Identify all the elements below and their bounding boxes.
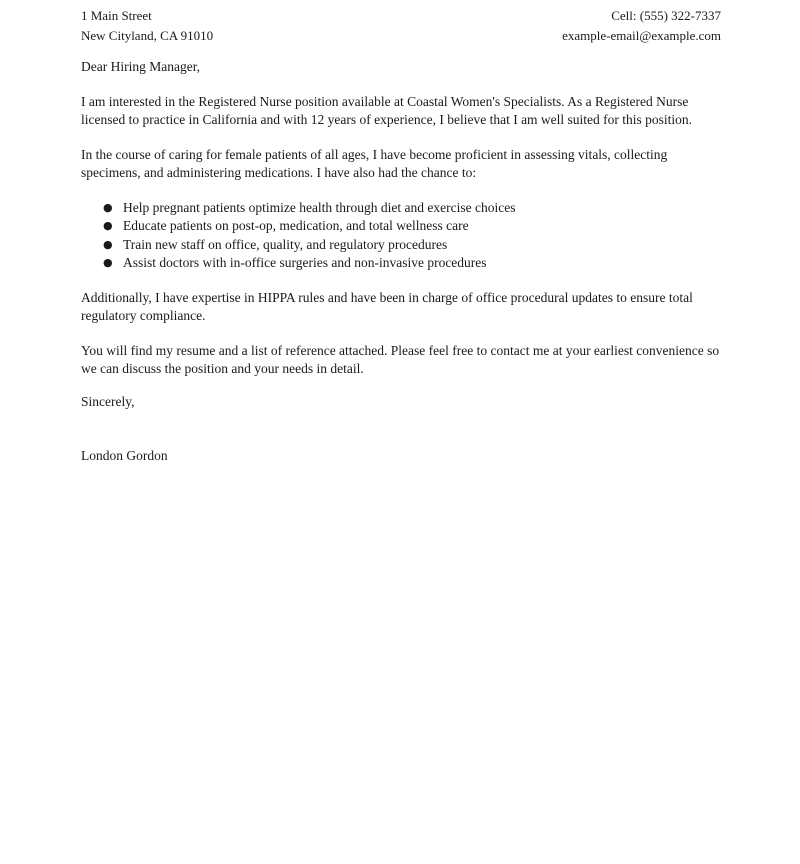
closing: Sincerely, xyxy=(81,393,135,409)
sender-email: example-email@example.com xyxy=(562,28,721,43)
sender-city: New Cityland, CA 91010 xyxy=(81,28,214,43)
sender-address xyxy=(81,6,213,46)
sender-street: 1 Main Street xyxy=(81,8,152,23)
body-paragraph-3: Additionally, I have expertise in HIPPA rules and have been in charge of office procedural updates to ensure total regulatory compliance. xyxy=(81,289,693,323)
list-item-text: Educate patients on post-op, medication, and total wellness care xyxy=(123,218,469,233)
list-item-text: Train new staff on office, quality, and regulatory procedures xyxy=(123,236,448,252)
bullet-icon: ● xyxy=(103,237,113,251)
list-item xyxy=(103,199,721,218)
salutation: Dear Hiring Manager, xyxy=(81,59,201,74)
sender-contact xyxy=(562,6,721,46)
list-item xyxy=(103,236,721,255)
body-paragraph-4: You will find my resume and a list of reference attached. Please feel free to contact me at your earliest convenience so we can discuss the position and your needs in detail. xyxy=(81,342,720,376)
letter-page xyxy=(81,6,721,466)
skills-list xyxy=(81,199,721,273)
bullet-icon: ● xyxy=(103,219,113,232)
list-item xyxy=(103,254,721,273)
bullet-icon: ● xyxy=(103,200,113,214)
signature-name: London Gordon xyxy=(81,448,168,463)
body-paragraph-1: I am interested in the Registered Nurse position available at Coastal Women's Specialists. As a Registered Nurse licensed to practice in California and with 12 years of experience, I believe that I am well suited for this position. xyxy=(81,93,693,127)
body-paragraph-2: In the course of caring for female patients of all ages, I have become proficient in assessing vitals, collecting specimens, and administering medications. I have also had the chance to: xyxy=(81,146,668,180)
list-item-text: Help pregnant patients optimize health through diet and exercise choices xyxy=(123,199,516,215)
list-item-text: Assist doctors with in-office surgeries and non-invasive procedures xyxy=(123,255,487,270)
list-item xyxy=(103,217,721,236)
sender-phone: Cell: (555) 322-7337 xyxy=(611,8,721,23)
letter-header xyxy=(81,6,721,46)
bullet-icon: ● xyxy=(103,256,113,269)
